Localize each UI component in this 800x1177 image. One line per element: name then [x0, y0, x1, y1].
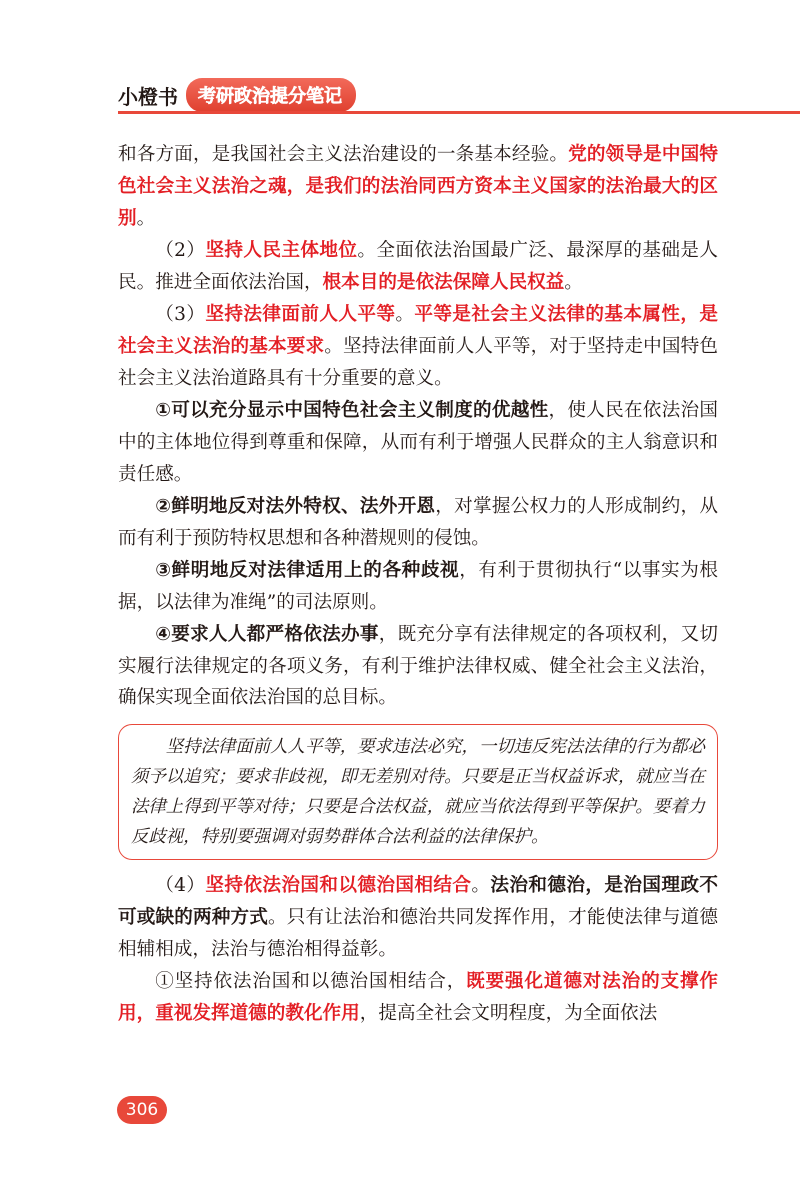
text: 。坚持法律面前人人平等，对于坚持走中国特色社会主义法治道路具有十分重要的意义。	[118, 335, 718, 389]
brand-title: 小橙书	[118, 84, 178, 109]
series-banner: 考研政治提分笔记	[186, 78, 356, 112]
page-body	[118, 139, 718, 1030]
bold-text: ②鲜明地反对法外特权、法外开恩	[155, 495, 436, 517]
text: ，提高全社会文明程度，为全面依法	[359, 1003, 658, 1025]
paragraph-9	[118, 966, 718, 1030]
page-number: 306	[117, 1096, 167, 1124]
highlight-text: 根本目的是依法保障人民权益	[322, 271, 565, 293]
highlight-text: 坚持人民主体地位	[205, 239, 358, 261]
header-rule	[118, 111, 800, 114]
page-header	[118, 78, 356, 112]
highlight-text: 既要强化道德对法治的支撑作用，重视发挥道德的教化作用	[118, 971, 718, 1025]
highlight-text: 坚持法律面前人人平等	[205, 303, 396, 325]
text: ，使人民在依法治国中的主体地位得到尊重和保障，从而有利于增强人民群众的主人翁意识和责任感。	[118, 399, 718, 485]
text: 。全面依法治国最广泛、最深厚的基础是人民。推进全面依法治国，	[118, 239, 718, 293]
paragraph-5	[118, 491, 718, 555]
paragraph-4	[118, 395, 718, 491]
highlight-text: 党的领导是中国特色社会主义法治之魂，是我们的法治同西方资本主义国家的法治最大的区别	[118, 144, 718, 229]
bold-text: 法治和德治，是治国理政不可或缺的两种方式	[118, 875, 718, 929]
text: 。	[136, 207, 156, 229]
highlight-text: 坚持依法治国和以德治国相结合	[205, 875, 472, 897]
paragraph-2	[118, 235, 718, 299]
text: 。只有让法治和德治共同发挥作用，才能使法律与道德相辅相成，法治与德治相得益彰。	[118, 907, 718, 961]
text: ，对掌握公权力的人形成制约，从而有利于预防特权思想和各种潜规则的侵蚀。	[118, 495, 718, 549]
text: （2）	[155, 239, 206, 261]
highlight-text: 平等是社会主义法律的基本属性，是社会主义法治的基本要求	[118, 303, 718, 357]
bold-text: ③鲜明地反对法律适用上的各种歧视	[155, 559, 460, 581]
text: ，有利于贯彻执行“以事实为根据，以法律为准绳”的司法原则。	[118, 559, 718, 613]
note-box: 坚持法律面前人人平等，要求违法必究，一切违反宪法法律的行为都必须予以追究；要求非歧视，即无差别对待。只要是正当权益诉求，就应当在法律上得到平等对待；只要是合法权益，就应当依法得到平等保护。要着力反歧视，特别要强调对弱势群体合法利益的法律保护。	[118, 724, 718, 860]
text: 和各方面，是我国社会主义法治建设的一条基本经验。	[118, 144, 569, 165]
paragraph-1	[118, 139, 718, 235]
text: ，既充分享有法律规定的各项权利，又切实履行法律规定的各项义务，有利于维护法律权威、健全社会主义法治，确保实现全面依法治国的总目标。	[118, 623, 718, 709]
text: 。	[564, 271, 583, 293]
bold-text: ①可以充分显示中国特色社会主义制度的优越性	[155, 399, 549, 421]
paragraph-6	[118, 555, 718, 619]
text: ①坚持依法治国和以德治国相结合，	[155, 971, 467, 993]
bold-text: ④要求人人都严格依法办事	[155, 623, 379, 645]
text: （3）	[155, 303, 206, 325]
text: 。	[471, 875, 491, 897]
paragraph-8	[118, 870, 718, 966]
text: 。	[395, 303, 415, 325]
paragraph-3	[118, 299, 718, 395]
paragraph-7	[118, 619, 718, 715]
text: （4）	[155, 875, 206, 897]
